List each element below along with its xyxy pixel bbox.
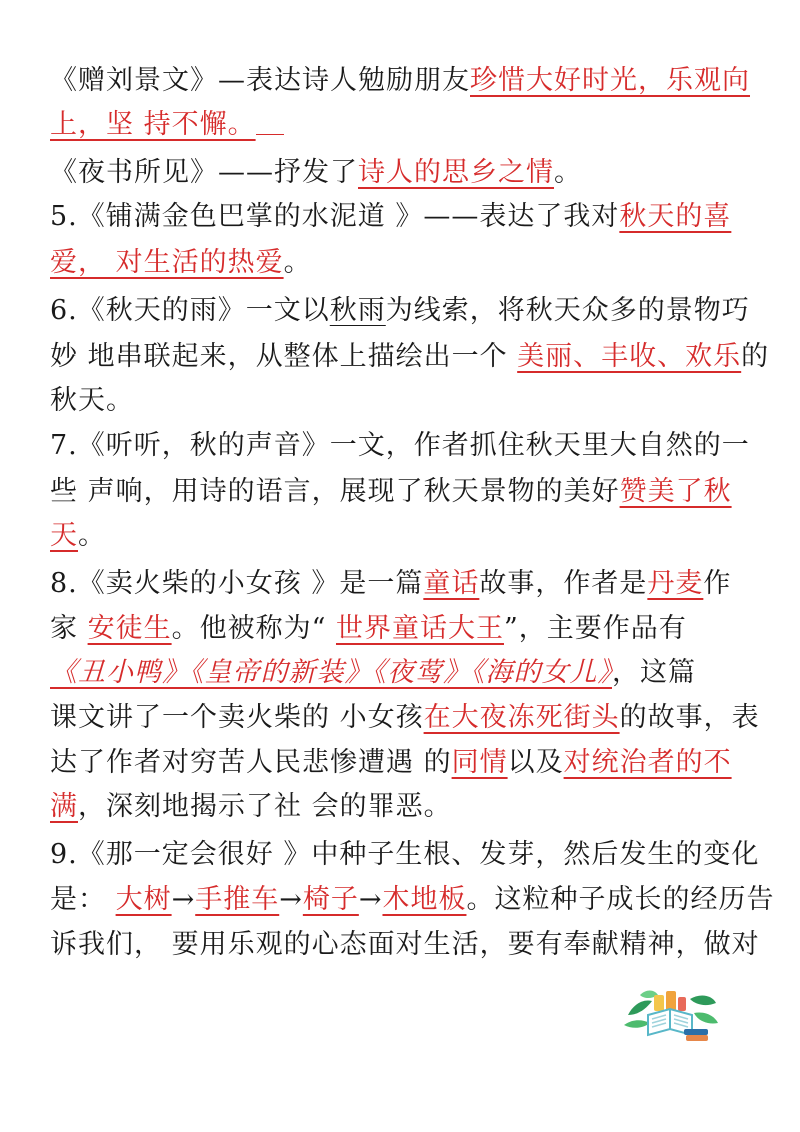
line-11: 天。 — [50, 520, 106, 551]
line-3: 《夜书所见》——抒发了诗人的思乡之情。 — [50, 157, 582, 188]
line-20: 诉我们， 要用乐观的心态面对生活，要有奉献精神，做对 — [50, 929, 760, 960]
line-13: 家 安徒生。他被称为“ 世界童话大王”，主要作品有 — [50, 613, 687, 644]
answer: 椅子 — [302, 884, 359, 915]
line-10: 些 声响，用诗的语言，展现了秋天景物的美好赞美了秋 — [50, 476, 732, 507]
line-2 — [50, 106, 284, 144]
answer: 丹麦 — [647, 568, 704, 599]
line-12: 8.《卖火柴的小女孩 》是一篇童话故事，作者是丹麦作 — [50, 568, 732, 599]
underlined-term: 秋雨 — [329, 295, 386, 326]
line-7: 妙 地串联起来，从整体上描绘出一个 美丽、丰收、欢乐的 — [50, 341, 770, 372]
answer: 爱， 对生活的热爱 — [50, 247, 284, 278]
line-9: 7.《听听，秋的声音》一文，作者抓住秋天里大自然的一 — [50, 430, 750, 461]
line-19: 是： 大树→手推车→椅子→木地板。这粒种子成长的经历告 — [50, 884, 775, 915]
line-14: 《丑小鸭》《皇帝的新装》《夜莺》《海的女儿》，这篇 — [50, 657, 696, 688]
answer: 上，坚 持不懈。 — [50, 109, 256, 140]
answer: 赞美了秋 — [619, 476, 732, 507]
answer: 大树 — [115, 884, 172, 915]
answer: 童话 — [423, 568, 480, 599]
answer: 手推车 — [195, 884, 280, 915]
answer: 安徒生 — [87, 613, 172, 644]
line-16: 达了作者对穷苦人民悲惨遭遇 的同情以及对统治者的不 — [50, 747, 732, 778]
line-1: 《赠刘景文》—表达诗人勉励朋友珍惜大好时光，乐观向 — [50, 65, 750, 96]
answer: 同情 — [451, 747, 508, 778]
line-18: 9.《那一定会很好 》中种子生根、发芽，然后发生的变化 — [50, 839, 760, 870]
answer: 天 — [50, 520, 78, 551]
line-8: 秋天。 — [50, 385, 134, 416]
line-17: 满，深刻地揭示了社 会的罪恶。 — [50, 791, 452, 822]
line-4: 5.《铺满金色巴掌的水泥道 》——表达了我对秋天的喜 — [50, 201, 732, 232]
answer: 《丑小鸭》《皇帝的新装》《夜莺》《海的女儿》 — [50, 657, 612, 688]
underline-blank — [256, 114, 284, 135]
answer: 美丽、丰收、欢乐 — [517, 341, 742, 372]
line-15: 课文讲了一个卖火柴的 小女孩在大夜冻死街头的故事，表 — [50, 702, 760, 733]
answer: 世界童话大王 — [335, 613, 504, 644]
line-5: 爱， 对生活的热爱。 — [50, 247, 312, 278]
answer: 木地板 — [382, 884, 467, 915]
books-and-leaves-icon — [620, 985, 720, 1045]
line-6: 6.《秋天的雨》一文以秋雨为线索，将秋天众多的景物巧 — [50, 295, 750, 326]
answer: 满 — [50, 791, 78, 822]
answer: 诗人的思乡之情 — [358, 157, 554, 188]
answer: 对统治者的不 — [563, 747, 732, 778]
answer: 在大夜冻死街头 — [423, 702, 620, 733]
answer: 珍惜大好时光，乐观向 — [470, 65, 750, 96]
answer: 秋天的喜 — [619, 201, 732, 232]
